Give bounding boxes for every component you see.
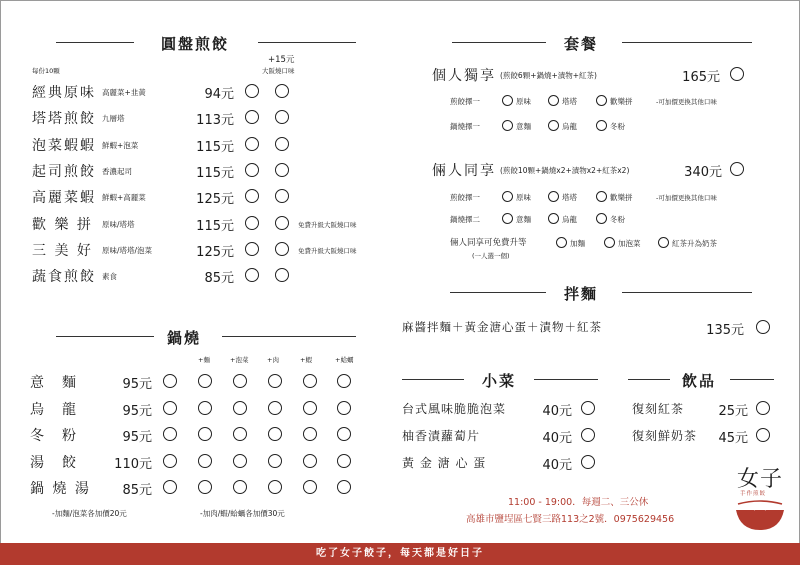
combo-single-desc: (煎餃6顆+鍋燒+漬物+紅茶) [500, 71, 597, 80]
option-label: 加麵 [570, 239, 585, 248]
addon-checkbox[interactable] [233, 401, 247, 415]
dumpling-price: 113元 [196, 113, 234, 129]
order-checkbox[interactable] [245, 163, 259, 177]
side-name: 台式風味脆脆泡菜 [402, 402, 507, 416]
dumpling-desc: 香濃起司 [102, 166, 132, 176]
section-rule-left [56, 336, 154, 337]
hotpot-price: 95元 [122, 377, 152, 392]
order-checkbox[interactable] [163, 454, 177, 468]
addon-checkbox[interactable] [233, 427, 247, 441]
dumpling-price: 125元 [196, 244, 234, 260]
option-radio[interactable] [556, 237, 567, 248]
hotpot-note-noodle: -加麵/泡菜各加價20元 [52, 509, 127, 518]
addon-checkbox[interactable] [233, 480, 247, 494]
side-price: 40元 [542, 431, 572, 446]
option-label: 意麵 [516, 215, 531, 224]
hotpot-addon-header: +麵 [198, 356, 210, 364]
side-name: 黃 金 溏 心 蛋 [402, 456, 487, 470]
order-checkbox[interactable] [245, 242, 259, 256]
addon-checkbox[interactable] [337, 374, 351, 388]
noodle-checkbox[interactable] [756, 320, 770, 334]
option-label: 原味 [516, 97, 531, 106]
combo-single-checkbox[interactable] [730, 67, 744, 81]
option-label: 歡樂拼 [610, 193, 633, 202]
option-label: 歡樂拼 [610, 97, 633, 106]
addon-checkbox[interactable] [303, 480, 317, 494]
option-label: 烏龍 [562, 122, 577, 131]
order-checkbox[interactable] [245, 137, 259, 151]
addon-checkbox[interactable] [198, 427, 212, 441]
combo-title: 套餐 [563, 35, 598, 53]
addon-checkbox[interactable] [268, 454, 282, 468]
order-checkbox[interactable] [756, 428, 770, 442]
addon-checkbox[interactable] [268, 480, 282, 494]
brand-logo-sub: 手作煎餃 [740, 491, 767, 497]
addon-checkbox[interactable] [303, 454, 317, 468]
option-label: 冬粉 [610, 215, 625, 224]
option-radio[interactable] [502, 213, 513, 224]
sides-title: 小菜 [481, 372, 516, 390]
option-label: 塔塔 [562, 193, 577, 202]
option-radio[interactable] [548, 120, 559, 131]
option-label: 冬粉 [610, 122, 625, 131]
hotpot-name: 鍋 燒 湯 [30, 481, 91, 497]
order-checkbox[interactable] [163, 480, 177, 494]
option-label: 紅茶升為奶茶 [672, 239, 717, 248]
section-rule-right [730, 379, 774, 380]
combo-single-row2-label: 鍋燒擇一 [450, 122, 480, 131]
option-radio[interactable] [596, 120, 607, 131]
option-radio[interactable] [596, 213, 607, 224]
combo-double-row1-label: 煎餃擇一 [450, 193, 480, 202]
dumpling-desc: 高麗菜+韭黃 [102, 88, 146, 97]
noodle-price: 135元 [706, 323, 744, 338]
combo-double-name: 倆人同享 [432, 163, 496, 179]
drink-price: 45元 [718, 431, 748, 446]
hotpot-price: 110元 [114, 456, 152, 472]
section-rule-left [628, 379, 670, 380]
dumpling-desc: 鮮蝦+高麗菜 [102, 193, 146, 203]
option-radio[interactable] [658, 237, 669, 248]
dumpling-desc: 原味/塔塔/泡菜 [102, 245, 153, 255]
dumpling-price: 115元 [196, 218, 234, 234]
option-label: 意麵 [516, 122, 531, 131]
order-checkbox[interactable] [245, 216, 259, 230]
addon-checkbox[interactable] [303, 374, 317, 388]
hotpot-note-meat: -加肉/蝦/蛤蠣各加價30元 [200, 509, 285, 518]
per-portion-label: 每份10顆 [32, 67, 60, 75]
dumpling-note: 免費升級大阪燒口味 [298, 220, 357, 229]
upgrade-checkbox[interactable] [275, 268, 289, 282]
dumpling-price: 125元 [196, 192, 234, 208]
hotpot-name: 意 麵 [30, 375, 78, 391]
hotpot-addon-header: +蛤蠣 [335, 356, 354, 364]
dumpling-name: 三 美 好 [32, 242, 93, 259]
drinks-title: 飲品 [681, 372, 716, 390]
order-checkbox[interactable] [581, 428, 595, 442]
combo-single-row1-label: 煎餃擇一 [450, 97, 480, 106]
dumpling-desc: 素食 [102, 272, 117, 282]
addon-checkbox[interactable] [233, 374, 247, 388]
upgrade-checkbox[interactable] [275, 163, 289, 177]
addon-checkbox[interactable] [198, 401, 212, 415]
dumpling-price: 94元 [204, 87, 234, 102]
section-rule-left [56, 42, 134, 43]
order-checkbox[interactable] [756, 401, 770, 415]
combo-single-name: 個人獨享 [432, 68, 496, 84]
order-checkbox[interactable] [163, 427, 177, 441]
section-rule-right [622, 42, 752, 43]
dumpling-name: 塔塔煎餃 [32, 111, 96, 128]
address-phone: 高雄市鹽埕區七賢三路113之2號．0975629456 [466, 514, 675, 525]
drink-name: 復刻鮮奶茶 [632, 429, 698, 443]
combo-double-desc: (煎餃10顆+鍋燒x2+漬物x2+紅茶x2) [500, 166, 630, 175]
section-rule-left [452, 42, 546, 43]
addon-checkbox[interactable] [268, 427, 282, 441]
option-label: 烏龍 [562, 215, 577, 224]
dumpling-price: 115元 [196, 139, 234, 155]
hotpot-name: 烏 龍 [30, 401, 78, 418]
combo-single-row1-note: -可加價更換其他口味 [656, 98, 717, 106]
order-checkbox[interactable] [581, 455, 595, 469]
addon-checkbox[interactable] [233, 454, 247, 468]
upgrade-label: 大阪燒口味 [262, 67, 295, 75]
section-rule-right [258, 42, 356, 43]
addon-checkbox[interactable] [337, 401, 351, 415]
footer-slogan: 吃了女子餃子，每天都是好日子 [0, 543, 800, 565]
combo-double-row1-note: -可加價更換其他口味 [656, 194, 717, 202]
hotpot-name: 湯 餃 [30, 454, 78, 471]
dumpling-name: 經典原味 [32, 85, 96, 101]
order-checkbox[interactable] [581, 401, 595, 415]
dumpling-desc: 九層塔 [102, 114, 125, 124]
option-radio[interactable] [604, 237, 615, 248]
noodle-item: 麻醬拌麵＋黃金溏心蛋＋漬物＋紅茶 [402, 320, 602, 334]
brand-logo-text: 女子 [737, 467, 784, 492]
addon-checkbox[interactable] [268, 374, 282, 388]
option-label: 原味 [516, 193, 531, 202]
hotpot-price: 95元 [122, 403, 152, 419]
combo-double-row2-label: 鍋燒擇二 [450, 215, 480, 224]
side-price: 40元 [542, 458, 572, 473]
addon-checkbox[interactable] [303, 401, 317, 415]
addon-checkbox[interactable] [337, 427, 351, 441]
option-label: 塔塔 [562, 97, 577, 106]
section-rule-left [450, 292, 546, 293]
dumpling-name: 起司煎餃 [32, 163, 96, 180]
hotpot-addon-header: +肉 [267, 356, 279, 364]
option-radio[interactable] [596, 191, 607, 202]
combo-upgrade-sub: (一人選一個) [472, 252, 510, 260]
order-checkbox[interactable] [163, 401, 177, 415]
hotpot-title: 鍋燒 [166, 329, 201, 347]
combo-double-checkbox[interactable] [730, 162, 744, 176]
dumpling-note: 免費升級大阪燒口味 [298, 246, 357, 255]
combo-double-price: 340元 [684, 165, 722, 180]
option-label: 加泡菜 [618, 239, 641, 248]
combo-upgrade-label: 倆人同享可免費升等 [450, 238, 527, 248]
option-radio[interactable] [502, 95, 513, 106]
addon-checkbox[interactable] [337, 454, 351, 468]
hotpot-name: 冬 粉 [30, 428, 78, 444]
section-rule-right [534, 379, 598, 380]
side-name: 柚香漬蘿蔔片 [402, 429, 481, 443]
upgrade-checkbox[interactable] [275, 137, 289, 151]
addon-checkbox[interactable] [303, 427, 317, 441]
hotpot-addon-header: +泡菜 [230, 356, 249, 364]
drink-price: 25元 [718, 404, 748, 419]
combo-single-price: 165元 [682, 70, 720, 85]
hotpot-price: 85元 [122, 483, 152, 498]
bowl-logo-icon [734, 498, 786, 534]
addon-checkbox[interactable] [337, 480, 351, 494]
hotpot-price: 95元 [122, 430, 152, 445]
hotpot-addon-header: +蝦 [300, 356, 312, 364]
option-radio[interactable] [548, 213, 559, 224]
section-rule-right [222, 336, 356, 337]
order-checkbox[interactable] [245, 268, 259, 282]
option-radio[interactable] [502, 120, 513, 131]
dumpling-price: 85元 [204, 271, 234, 287]
addon-checkbox[interactable] [198, 454, 212, 468]
option-radio[interactable] [548, 191, 559, 202]
side-price: 40元 [542, 404, 572, 419]
noodle-title: 拌麵 [563, 285, 598, 303]
dumplings-title: 圓盤煎餃 [160, 35, 229, 53]
section-rule-left [402, 379, 464, 380]
dumpling-name: 歡 樂 拼 [32, 216, 93, 233]
addon-checkbox[interactable] [268, 401, 282, 415]
section-rule-right [622, 292, 752, 293]
upgrade-checkbox[interactable] [275, 216, 289, 230]
drink-name: 復刻紅茶 [632, 402, 685, 416]
dumpling-desc: 鮮蝦+泡菜 [102, 140, 139, 150]
opening-hours: 11:00 - 19:00．每週二、三公休 [508, 497, 649, 508]
upgrade-price: +15元 [268, 55, 295, 65]
order-checkbox[interactable] [163, 374, 177, 388]
dumpling-name: 蔬食煎餃 [32, 269, 96, 286]
upgrade-checkbox[interactable] [275, 84, 289, 98]
option-radio[interactable] [548, 95, 559, 106]
order-checkbox[interactable] [245, 84, 259, 98]
upgrade-checkbox[interactable] [275, 242, 289, 256]
option-radio[interactable] [502, 191, 513, 202]
dumpling-price: 115元 [196, 165, 234, 181]
dumpling-name: 高麗菜蝦 [32, 190, 96, 207]
option-radio[interactable] [596, 95, 607, 106]
dumpling-desc: 原味/塔塔 [102, 219, 135, 229]
addon-checkbox[interactable] [198, 374, 212, 388]
addon-checkbox[interactable] [198, 480, 212, 494]
dumpling-name: 泡菜蝦蝦 [32, 137, 96, 154]
